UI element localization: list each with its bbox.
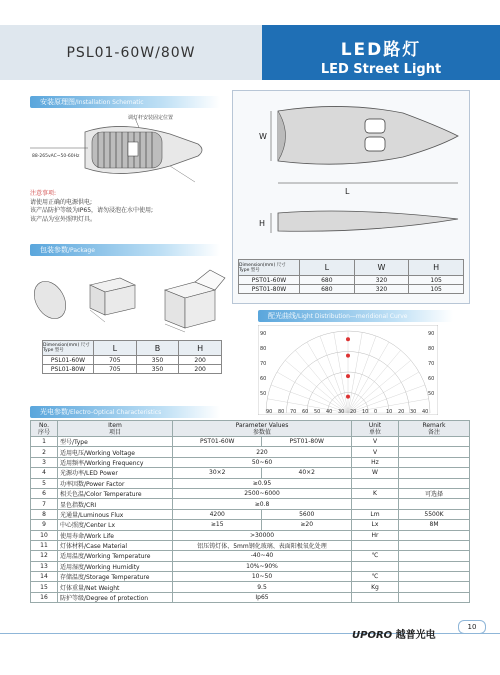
hd-remark-cn: 备注 [427, 428, 440, 436]
spec-cell-v: PST01-80W [262, 437, 352, 447]
angle-label-left: 70 [260, 361, 267, 367]
angle-label: 60 [302, 409, 309, 415]
package-table [42, 340, 222, 374]
spec-header-unit [352, 421, 399, 437]
spec-row [31, 572, 470, 582]
spec-cell-v: 9.5 [173, 582, 352, 592]
spec-cell-unit: ℃ [352, 551, 399, 561]
table-cell: 200 [179, 356, 222, 365]
spec-cell-remark [399, 572, 470, 582]
install-notes [30, 190, 230, 224]
spec-row [31, 509, 470, 519]
spec-cell-remark [399, 530, 470, 540]
angle-label-right: 90 [428, 331, 435, 337]
curve-title-en: /Light Distribution—meridional Curve [296, 313, 408, 320]
spec-cell-remark [399, 582, 470, 592]
spec-cell-no: 8 [31, 509, 58, 519]
corner-bottom: Type [239, 267, 250, 273]
spec-section-bar [30, 406, 220, 418]
spec-cell-no: 13 [31, 561, 58, 571]
spec-cell-unit: V [352, 447, 399, 457]
spec-cell-no: 15 [31, 582, 58, 592]
col-header: H [409, 260, 464, 276]
angle-label-left: 50 [260, 391, 267, 397]
col-header: H [179, 341, 222, 356]
spec-row [31, 437, 470, 447]
spec-row [31, 447, 470, 457]
spec-row [31, 468, 470, 478]
spec-cell-no: 11 [31, 540, 58, 550]
page-number: 10 [458, 620, 486, 634]
table-header-row [239, 260, 464, 276]
spec-cell-v: 220 [173, 447, 352, 457]
spec-cell-item: 显色指数/CRI [58, 499, 173, 509]
header-right-band [262, 25, 500, 80]
spec-cell-v: ≥20 [262, 520, 352, 530]
angle-label-right: 50 [428, 391, 435, 397]
spec-row [31, 582, 470, 592]
angle-label: 70 [290, 409, 297, 415]
brand-logo [352, 626, 436, 641]
hd-remark-en: Remark [422, 421, 446, 429]
spec-cell-no: 1 [31, 437, 58, 447]
table-cell: 705 [94, 365, 137, 374]
spec-cell-item: 存储温度/Storage Temperature [58, 572, 173, 582]
col-header: B [136, 341, 179, 356]
hd-param-cn: 参数值 [252, 428, 271, 436]
spec-cell-no: 2 [31, 447, 58, 457]
spec-title-cn: 光电参数 [40, 408, 68, 416]
curve-title-cn: 配光曲线 [268, 312, 296, 320]
dim-H-label: H [259, 219, 266, 228]
spec-cell-item: 适用电压/Working Voltage [58, 447, 173, 457]
spec-cell-v: 10%~90% [173, 561, 352, 571]
table-cell: PSL01-60W [43, 356, 94, 365]
spec-cell-unit [352, 540, 399, 550]
hd-item-cn: 项目 [108, 428, 121, 436]
spec-row [31, 520, 470, 530]
spec-cell-v: 2500~6000 [173, 488, 352, 498]
install-title-cn: 安装原理图 [40, 98, 75, 106]
table-cell: 680 [300, 285, 355, 294]
spec-cell-remark [399, 478, 470, 488]
angle-label-left: 90 [260, 331, 267, 337]
spec-cell-remark [399, 592, 470, 602]
spec-cell-remark: 8M [399, 520, 470, 530]
angle-label-left: 80 [260, 346, 267, 352]
angle-label: 20 [398, 409, 405, 415]
model-title: PSL01-60W/80W [66, 44, 196, 61]
spec-cell-v: >30000 [173, 530, 352, 540]
polar-curve [258, 325, 438, 415]
spec-cell-item: 灯体重量/Net Weight [58, 582, 173, 592]
spec-cell-no: 12 [31, 551, 58, 561]
spec-row [31, 478, 470, 488]
corner-top2: 尺寸 [80, 343, 90, 348]
spec-cell-remark [399, 561, 470, 571]
spec-row [31, 592, 470, 602]
hd-no-cn: 序号 [37, 428, 50, 436]
spec-cell-unit: Hr [352, 530, 399, 540]
voltage-label: 88-265vAC~50-60Hz [32, 154, 80, 159]
angle-label: 20 [350, 409, 357, 415]
angle-label: 30 [410, 409, 417, 415]
spec-cell-remark: 5500K [399, 509, 470, 519]
spec-cell-remark: 可选择 [399, 488, 470, 498]
spec-cell-unit: V [352, 437, 399, 447]
hd-unit-en: Unit [368, 421, 382, 429]
table-row [43, 365, 222, 374]
lamp-dimension-drawing [233, 91, 469, 241]
spec-cell-unit [352, 561, 399, 571]
spec-cell-no: 3 [31, 457, 58, 467]
spec-cell-unit: Lx [352, 520, 399, 530]
install-section-bar [30, 96, 220, 108]
spec-cell-unit: Kg [352, 582, 399, 592]
spec-cell-no: 4 [31, 468, 58, 478]
spec-cell-item: 适用温度/Working Temperature [58, 551, 173, 561]
spec-cell-item: 光通量/Luminous Flux [58, 509, 173, 519]
table-cell: 350 [136, 365, 179, 374]
spec-header-remark [399, 421, 470, 437]
spec-cell-v: 40×2 [262, 468, 352, 478]
install-schematic [30, 110, 225, 190]
spec-cell-no: 9 [31, 520, 58, 530]
spec-cell-unit: ℃ [352, 572, 399, 582]
package-section-bar [30, 244, 220, 256]
table-row [43, 356, 222, 365]
notes-title: 注意事项: [30, 190, 57, 197]
install-title-en: /Installation Schematic [75, 99, 144, 106]
table-cell: 680 [300, 276, 355, 285]
spec-cell-remark [399, 499, 470, 509]
brand-en: UPORO [352, 630, 393, 641]
spec-cell-unit: K [352, 488, 399, 498]
spec-cell-item: 相关色温/Color Temperature [58, 488, 173, 498]
spec-cell-item: 型号/Type [58, 437, 173, 447]
spec-cell-v: -40~40 [173, 551, 352, 561]
spec-cell-item: 防护等级/Degree of protection [58, 592, 173, 602]
table-cell: PSL01-80W [43, 365, 94, 374]
corner-top2: 尺寸 [276, 262, 286, 268]
table-cell: 320 [354, 276, 409, 285]
spec-header-row [31, 421, 470, 437]
polar-curve-svg [258, 325, 438, 415]
spec-cell-v: 30×2 [173, 468, 262, 478]
spec-cell-v: ≥15 [173, 520, 262, 530]
spec-cell-unit [352, 499, 399, 509]
package-title-en: /Package [68, 247, 95, 254]
corner-cell [43, 341, 94, 356]
spec-cell-unit: Lm [352, 509, 399, 519]
angle-label: 10 [362, 409, 369, 415]
dim-W-label: W [259, 132, 267, 141]
spec-header-param [173, 421, 352, 437]
dim-L-label: L [345, 187, 350, 196]
spec-row [31, 488, 470, 498]
hd-unit-cn: 单位 [368, 428, 381, 436]
lamp-top-drawing [30, 110, 225, 190]
spec-cell-no: 7 [31, 499, 58, 509]
table-row [239, 285, 464, 294]
spec-cell-v: 10~50 [173, 572, 352, 582]
angle-label-right: 80 [428, 346, 435, 352]
angle-label: 80 [278, 409, 285, 415]
corner-bottom2: 型号 [250, 267, 260, 273]
spec-cell-v: Ip65 [173, 592, 352, 602]
angle-label: 30 [338, 409, 345, 415]
spec-cell-v: PST01-60W [173, 437, 262, 447]
col-header: L [300, 260, 355, 276]
table-row [239, 276, 464, 285]
angle-label: 90 [266, 409, 273, 415]
spec-cell-remark [399, 551, 470, 561]
spec-cell-item: 灯体材料/Case Material [58, 540, 173, 550]
spec-cell-no: 16 [31, 592, 58, 602]
spec-cell-unit: Hz [352, 457, 399, 467]
spec-cell-v: 4200 [173, 509, 262, 519]
hd-param-en: Parameter Values [235, 421, 289, 429]
spec-cell-no: 14 [31, 572, 58, 582]
table-cell: 105 [409, 285, 464, 294]
spec-cell-v: ≥0.8 [173, 499, 352, 509]
table-cell: 105 [409, 276, 464, 285]
spec-row [31, 499, 470, 509]
table-cell: PST01-80W [239, 285, 300, 294]
table-cell: 200 [179, 365, 222, 374]
dimension-panel [232, 90, 470, 304]
spec-cell-item: 功率因数/Power Factor [58, 478, 173, 488]
spec-row [31, 457, 470, 467]
spec-row [31, 530, 470, 540]
spec-cell-no: 10 [31, 530, 58, 540]
spec-cell-v: 铝压铸灯体、5mm钢化玻璃、表面阳极氧化处理 [173, 540, 352, 550]
dimension-table [238, 259, 464, 294]
spec-cell-remark [399, 468, 470, 478]
corner-top: Dimension(mm) [239, 262, 276, 268]
spec-row [31, 561, 470, 571]
table-cell: 350 [136, 356, 179, 365]
package-box-drawing [30, 260, 230, 335]
spec-row [31, 551, 470, 561]
title-en: LED Street Light [320, 62, 442, 77]
spec-cell-v: 50~60 [173, 457, 352, 467]
corner-cell [239, 260, 300, 276]
package-illustrations [30, 260, 230, 335]
brand-cn: 越普光电 [395, 630, 436, 641]
corner-bottom2: 型号 [54, 348, 64, 353]
spec-cell-item: 适用湿度/Working Humidity [58, 561, 173, 571]
title-cn: LED路灯 [340, 40, 422, 60]
note-item: 请使用正确的电源供电; [30, 198, 93, 206]
spec-cell-v: 5600 [262, 509, 352, 519]
package-title-cn: 包装参数 [40, 246, 68, 254]
spec-title-en: /Electro-Optical Characteristics [68, 409, 162, 416]
spec-cell-no: 6 [31, 488, 58, 498]
col-header: L [94, 341, 137, 356]
angle-label: 10 [386, 409, 393, 415]
angle-label-right: 70 [428, 361, 435, 367]
table-header-row [43, 341, 222, 356]
table-cell: 705 [94, 356, 137, 365]
corner-top: Dimension(mm) [43, 343, 80, 348]
spec-cell-no: 5 [31, 478, 58, 488]
table-cell: 320 [354, 285, 409, 294]
spec-cell-unit [352, 478, 399, 488]
angle-label: 50 [314, 409, 321, 415]
angle-label: 0 [374, 409, 378, 415]
spec-table [30, 420, 470, 603]
spec-cell-v: ≥0.95 [173, 478, 352, 488]
spec-cell-remark [399, 437, 470, 447]
note-item: 该产品为室外照明灯具。 [30, 215, 97, 223]
corner-bottom: Type [43, 348, 54, 353]
spec-header-item [58, 421, 173, 437]
table-cell: PST01-60W [239, 276, 300, 285]
spec-row [31, 540, 470, 550]
angle-label: 40 [422, 409, 429, 415]
spec-cell-item: 中心照度/Center Lx [58, 520, 173, 530]
angle-label-left: 60 [260, 376, 267, 382]
angle-label: 40 [326, 409, 333, 415]
note-item: 该产品防护等级为IP65，请勿浸泡在水中使用; [30, 207, 154, 214]
curve-section-bar [258, 310, 453, 322]
hd-item-en: Item [108, 421, 122, 429]
callout-text: 调灯杆安装固定位置 [128, 115, 174, 121]
spec-cell-remark [399, 540, 470, 550]
col-header: W [354, 260, 409, 276]
angle-label-right: 60 [428, 376, 435, 382]
spec-cell-unit [352, 592, 399, 602]
spec-cell-item: 适用频率/Working Frequency [58, 457, 173, 467]
hd-no-en: No. [39, 421, 49, 429]
spec-header-no [31, 421, 58, 437]
spec-cell-unit: W [352, 468, 399, 478]
spec-cell-item: 光源功率/LED Power [58, 468, 173, 478]
spec-cell-remark [399, 447, 470, 457]
spec-cell-item: 使用寿命/Work Life [58, 530, 173, 540]
spec-cell-remark [399, 457, 470, 467]
